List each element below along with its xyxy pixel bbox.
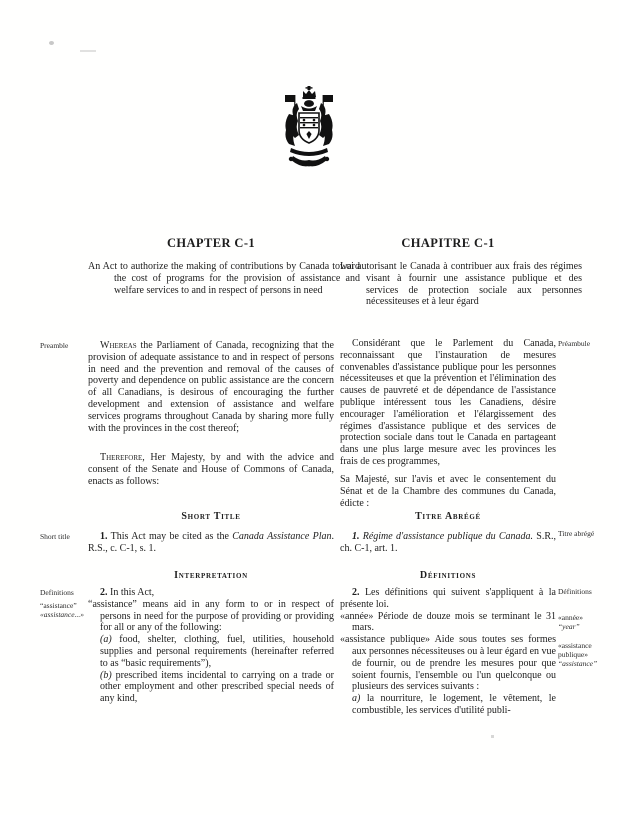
margin-note-short-title: Short title bbox=[40, 532, 70, 541]
canada-coat-of-arms-icon bbox=[277, 86, 341, 173]
chapter-heading-en: CHAPTER C-1 bbox=[166, 236, 256, 250]
margin-note-annee: «année» “year” bbox=[558, 613, 583, 632]
margin-note-preambule: Préambule bbox=[558, 339, 591, 348]
definition-assistance-en: “assistance” means aid in any form to or in respect of persons in need for the purpose of providing or providing for all or any of the following: bbox=[88, 598, 334, 634]
chapter-heading-fr: CHAPITRE C-1 bbox=[401, 236, 495, 250]
paragraph-label: (a) bbox=[100, 634, 112, 646]
paragraph-b-en: (b) prescribed items incidental to carrying on a trade or other employment and other prescribed special needs of any kind, bbox=[100, 669, 334, 705]
scan-smudge bbox=[80, 50, 96, 52]
act-long-title-en: An Act to authorize the making of contributions by Canada toward the cost of programs for the provision of assistance and welfare services to and in respect of persons in need bbox=[88, 261, 360, 296]
preamble-en-p1: Whereas the Parliament of Canada, recognizing that the provision of adequate assistance to and in respect of persons in need and the prevention and removal of the causes of poverty and dependence on public assistance are the concern of all Canadians, is desirous of encouraging the further development and extension of assistance and welfare services programs throughout Canada by sharing more fully with the provinces in the cost thereof; bbox=[88, 340, 334, 434]
section-1-en: 1. This Act may be cited as the Canada Assistance Plan. R.S., c. C-1, s. 1. bbox=[88, 531, 334, 554]
section-2-opening: 2. Les définitions qui suivent s'appliquent à la présente loi. bbox=[340, 587, 556, 610]
defined-term: «assistance publique» bbox=[340, 634, 431, 646]
preamble-fr-p2: Sa Majesté, sur l'avis et avec le consentement du Sénat et de la Chambre des communes du Canada, édicte : bbox=[340, 474, 556, 509]
definition-annee: «année» Période de douze mois se terminant le 31 mars. bbox=[340, 610, 556, 634]
section-number: 2. bbox=[352, 587, 360, 598]
section-number: 1. bbox=[352, 531, 360, 542]
therefore-lead: Therefore, bbox=[100, 452, 145, 463]
preamble-en-p2: Therefore, Her Majesty, by and with the advice and consent of the Senate and House of Commons of Canada, enacts as follows: bbox=[88, 452, 334, 487]
section-number: 1. bbox=[100, 531, 108, 542]
margin-note-assistance: “assistance” «assistance...» bbox=[40, 601, 84, 620]
defined-term: «année» bbox=[340, 610, 374, 622]
margin-note-definitions-fr: Définitions bbox=[558, 587, 592, 596]
section-2-opening: 2. In this Act, bbox=[100, 587, 155, 598]
act-long-title-fr: Loi autorisant le Canada à contribuer aux frais des régimes visant à fournir une assistance publique et des services de protection sociale aux personnes nécessiteuses et à leur égard bbox=[340, 261, 582, 308]
paragraph-label: (b) bbox=[100, 669, 112, 681]
section-1-fr: 1. Régime d'assistance publique du Canada. S.R., ch. C-1, art. 1. bbox=[340, 531, 556, 554]
margin-note-titre-abrege: Titre abrégé bbox=[558, 529, 595, 538]
short-title-heading-fr: Titre Abrégé bbox=[415, 511, 481, 522]
scan-speck bbox=[491, 735, 494, 738]
whereas-lead: Whereas bbox=[100, 340, 137, 351]
margin-note-assistance-publique: «assistance publique» “assistance” bbox=[558, 641, 598, 669]
paragraph-label: a) bbox=[352, 693, 361, 705]
margin-note-definitions: Definitions bbox=[40, 588, 74, 597]
act-citation: Régime d'assistance publique du Canada. bbox=[359, 531, 534, 542]
margin-note-preamble: Preamble bbox=[40, 341, 69, 350]
definitions-heading-fr: Définitions bbox=[419, 570, 477, 581]
act-citation: Canada Assistance Plan bbox=[232, 531, 332, 542]
interpretation-heading-en: Interpretation bbox=[174, 570, 248, 581]
preamble-fr-p1: Considérant que le Parlement du Canada, reconnaissant que l'instauration de mesures convenables d'assistance publique pour les personnes nécessiteuses et que la prévention et l'élimination des causes de pauvreté et de dépendance de l'assistance publique intéressent tous les Canadiens, désire encourager l'amélioration et l'élargissement des régimes d'assistance publique et des services de protection sociale dans tout le Canada en partageant dans une plus large mesure avec les provinces les frais de ces programmes, bbox=[340, 338, 556, 467]
scan-speck bbox=[49, 41, 54, 45]
defined-term: “assistance” bbox=[88, 598, 137, 610]
section-2-en bbox=[88, 587, 334, 705]
section-2-fr bbox=[340, 587, 556, 717]
paragraph-a-fr: a) la nourriture, le logement, le vêtement, le combustible, les services d'utilité publi- bbox=[352, 693, 556, 716]
short-title-heading-en: Short Title bbox=[181, 511, 241, 522]
section-number: 2. bbox=[100, 587, 108, 598]
paragraph-a-en: (a) food, shelter, clothing, fuel, utilities, household supplies and personal requirements (hereinafter referred to as “basic requirements”), bbox=[100, 634, 334, 669]
definition-assistance-fr: «assistance publique» Aide sous toutes ses formes aux personnes nécessiteuses ou à leur égard en vue de fournir, ou de prendre les mesures pour que soient fournis, l'ensemble ou l'un quelconque ou plusieurs des services suivants : bbox=[340, 634, 556, 693]
